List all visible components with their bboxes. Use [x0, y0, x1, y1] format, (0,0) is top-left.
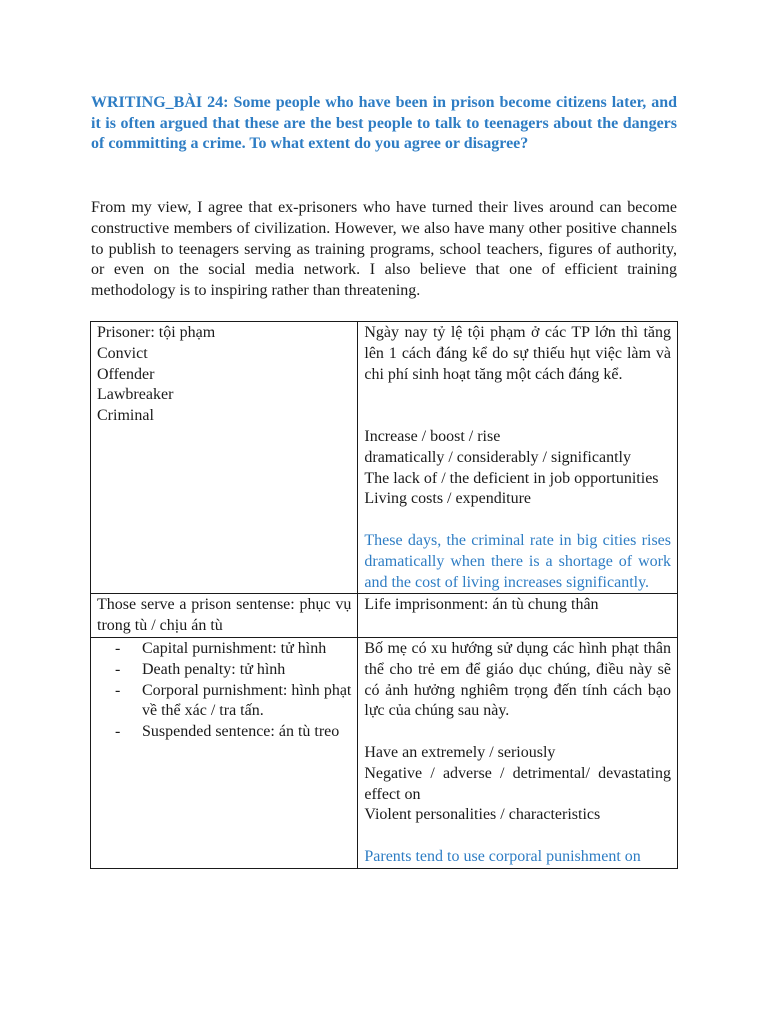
vocab-line: Have an extremely / seriously	[364, 743, 556, 761]
spacer	[364, 826, 671, 847]
vocab-line: Increase / boost / rise	[364, 427, 501, 445]
english-sentence: Parents tend to use corporal punishment on	[364, 847, 641, 865]
table-row	[91, 637, 678, 868]
spacer	[364, 385, 671, 406]
punishment-list	[97, 639, 351, 743]
vocab-line: Lawbreaker	[97, 386, 174, 404]
spacer	[364, 406, 671, 427]
vocab-line: Living costs / expenditure	[364, 490, 532, 508]
spacer	[364, 510, 671, 531]
table-cell-punishments	[91, 637, 358, 868]
vietnamese-sentence: Bố mẹ có xu hướng sử dụng các hình phạt thân thể cho trẻ em để giáo dục chúng, điều này sẽ có ảnh hưởng nghiêm trọng đến tính cách bạo lực của chúng sau này.	[364, 639, 671, 720]
list-item	[115, 681, 352, 723]
list-item-text: Death penalty: tử hình	[142, 660, 286, 678]
table-cell-life-imprisonment: Life imprisonment: án tù chung thân	[358, 594, 678, 638]
vocab-line: Violent personalities / characteristics	[364, 806, 601, 824]
vocab-line: Convict	[97, 344, 148, 362]
list-item-text: Capital purnishment: tử hình	[142, 639, 327, 657]
vocab-line: Criminal	[97, 407, 154, 425]
intro-paragraph: From my view, I agree that ex-prisoners who have turned their lives around can become constructive members of civilization. However, we also have many other positive channels to publish to teenagers serving as training programs, school teachers, figures of authority, or even on the social media network. I also believe that one of efficient training methodology is to inspiring rather than threatening.	[91, 199, 677, 300]
vocabulary-table	[90, 321, 678, 869]
dash-bullet: -	[115, 639, 121, 657]
vocab-line: dramatically / considerably / significantly	[364, 448, 631, 466]
dash-bullet: -	[115, 681, 121, 699]
spacer	[364, 722, 671, 743]
list-item-text: Suspended sentence: án tù treo	[142, 723, 340, 741]
table-cell-corporal-punishment	[358, 637, 678, 868]
table-cell-prisoner-synonyms	[91, 322, 358, 594]
essay-prompt-heading: WRITING_BÀI 24: Some people who have been in prison become citizens later, and it is often argued that these are the best people to talk to teenagers about the dangers of committing a crime. To what extent do you agree or disagree?	[91, 94, 677, 152]
vocab-line: Offender	[97, 365, 155, 383]
english-sentence: These days, the criminal rate in big cities rises dramatically when there is a shortage of work and the cost of living increases significantly.	[364, 531, 671, 591]
list-item	[115, 660, 351, 681]
table-cell-crime-rate	[358, 322, 678, 594]
vietnamese-sentence: Ngày nay tỷ lệ tội phạm ở các TP lớn thì tăng lên 1 cách đáng kể do sự thiếu hụt việc làm và chi phí sinh hoạt tăng một cách đáng kể.	[364, 324, 671, 383]
list-item	[115, 722, 351, 743]
dash-bullet: -	[115, 660, 121, 678]
table-cell-prison-sentence: Those serve a prison sentense: phục vụ trong tù / chịu án tù	[91, 594, 358, 638]
dash-bullet: -	[115, 723, 121, 741]
list-item-text: Corporal purnishment: hình phạt về thể xác / tra tấn.	[142, 681, 352, 720]
table-row	[91, 322, 678, 594]
vocab-line: The lack of / the deficient in job opportunities	[364, 469, 659, 487]
list-item	[115, 639, 351, 660]
table-row	[91, 594, 678, 638]
vocab-line: Prisoner: tội phạm	[97, 324, 216, 341]
vocab-line: Negative / adverse / detrimental/ devastating effect on	[364, 764, 671, 803]
